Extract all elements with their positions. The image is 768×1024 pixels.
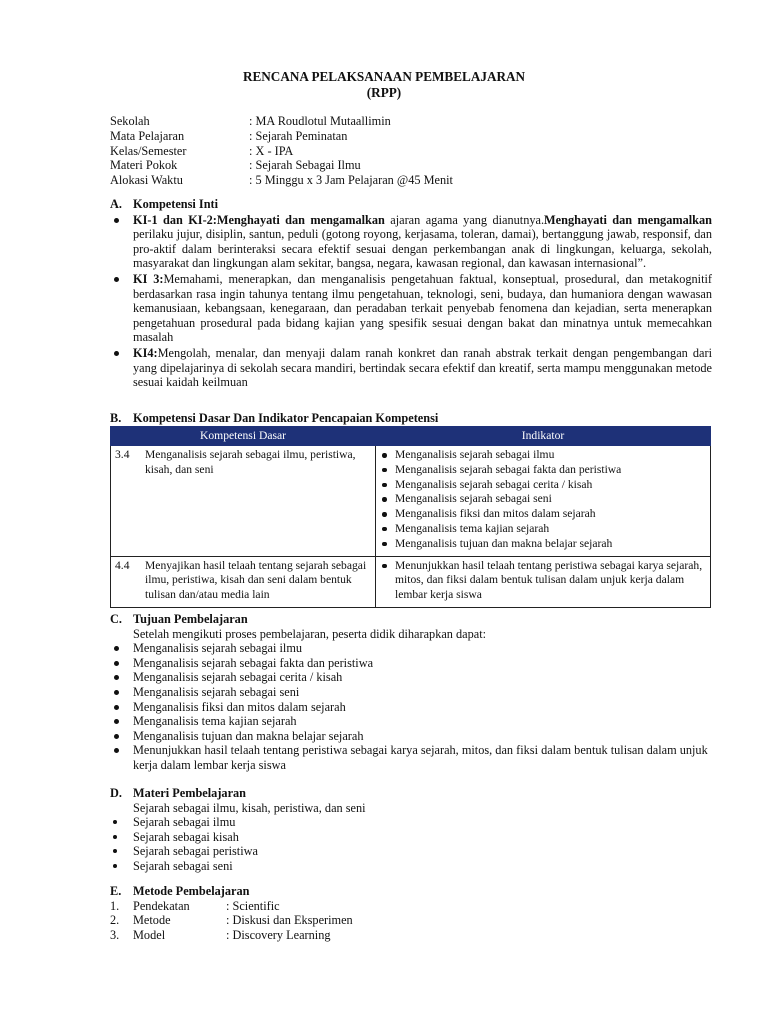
- bullet-icon: [114, 351, 119, 356]
- indikator-list: [380, 559, 706, 603]
- list-item: [110, 729, 712, 744]
- ki-label: KI4:: [133, 345, 158, 360]
- materi-text: Sejarah sebagai peristiwa: [133, 844, 258, 859]
- info-label: Materi Pokok: [110, 158, 178, 173]
- list-item: [380, 448, 706, 463]
- metode-label: Model: [133, 927, 166, 942]
- indikator-text: Menganalisis sejarah sebagai fakta dan peristiwa: [395, 462, 622, 476]
- identity-block: [110, 114, 453, 188]
- materi-text: Sejarah sebagai ilmu: [133, 815, 236, 830]
- metode-value: : Diskusi dan Eksperimen: [226, 913, 353, 928]
- kd-indikator-table: [110, 426, 711, 608]
- list-item: [110, 743, 712, 772]
- metode-row: [110, 899, 712, 914]
- tujuan-text: Menganalisis sejarah sebagai cerita / kisah: [133, 670, 343, 685]
- list-item: [380, 478, 706, 493]
- metode-value: : Scientific: [226, 898, 280, 913]
- bullet-icon: [114, 690, 119, 695]
- bullet-icon: [382, 564, 387, 569]
- kd-cell: [111, 446, 376, 557]
- kd-text: Menganalisis sejarah sebagai ilmu, peristiwa, kisah, dan seni: [145, 448, 356, 476]
- list-item: [110, 685, 712, 700]
- bullet-icon: [113, 820, 117, 824]
- info-label: Alokasi Waktu: [110, 173, 183, 188]
- column-header-kd: Kompetensi Dasar: [111, 427, 376, 446]
- list-item: [110, 714, 712, 729]
- bullet-icon: [114, 734, 119, 739]
- bullet-icon: [382, 468, 387, 473]
- kd-number: 4.4: [115, 558, 130, 572]
- section-letter: C.: [110, 612, 122, 626]
- metode-label: Metode: [133, 913, 171, 928]
- materi-list: [110, 815, 712, 873]
- bullet-icon: [114, 719, 119, 724]
- indikator-text: Menganalisis sejarah sebagai seni: [395, 492, 552, 506]
- metode-row: [110, 913, 712, 928]
- metode-number: 2.: [110, 913, 120, 928]
- ki-text: perilaku jujur, disiplin, santun, peduli (gotong royong, kerjasama, toleran, damai), bertanggung jawab, responsif, dan pro-aktif dalam berinteraksi secara efektif sesuai dengan perkembangan anak di lingkungan, keluarga, sekolah, masyarakat dan lingkungan alam sekitar, bangsa, negara, kawasan regional, dan kawasan internasional”.: [133, 227, 712, 271]
- section-kompetensi-dasar: [110, 411, 712, 426]
- indikator-cell: [376, 446, 711, 557]
- section-tujuan: [110, 612, 712, 773]
- list-item: [110, 641, 712, 656]
- info-row-mata-pelajaran: [110, 129, 453, 144]
- list-item: [380, 522, 706, 537]
- section-letter: E.: [110, 884, 122, 898]
- list-item: [110, 670, 712, 685]
- section-materi: [110, 786, 712, 874]
- bullet-icon: [382, 497, 387, 502]
- materi-text: Sejarah sebagai seni: [133, 858, 233, 873]
- info-label: Kelas/Semester: [110, 143, 187, 158]
- indikator-text: Menunjukkan hasil telaah tentang peristiwa sebagai karya sejarah, mitos, dan fiksi dalam bentuk tulisan dalam unjuk kerja dalam lembar kerja siswa: [395, 558, 703, 602]
- section-heading: [110, 884, 712, 899]
- metode-label: Pendekatan: [133, 898, 190, 913]
- tujuan-text: Menganalisis tema kajian sejarah: [133, 714, 297, 729]
- title-line-2: (RPP): [366, 85, 402, 100]
- bullet-icon: [382, 527, 387, 532]
- tujuan-list: [110, 641, 712, 772]
- ki-text: ajaran agama yang dianutnya.: [384, 212, 545, 227]
- section-title: Kompetensi Inti: [133, 197, 219, 211]
- metode-value: : Discovery Learning: [226, 927, 331, 942]
- info-row-kelas: [110, 144, 453, 159]
- section-letter: D.: [110, 786, 122, 800]
- section-intro: Sejarah sebagai ilmu, kisah, peristiwa, dan seni: [133, 800, 366, 815]
- list-item: [110, 830, 712, 845]
- bullet-icon: [114, 675, 119, 680]
- indikator-text: Menganalisis tujuan dan makna belajar sejarah: [395, 536, 613, 550]
- list-item: [110, 815, 712, 830]
- info-value: : Sejarah Sebagai Ilmu: [249, 158, 361, 173]
- table-row: [111, 446, 711, 557]
- ki-text: Mengolah, menalar, dan menyaji dalam ranah konkret dan ranah abstrak terkait dengan pengembangan dari yang dipelajarinya di sekolah secara mandiri, bertindak secara efektif dan kreatif, serta mampu menggunakan metode sesuai kaidah keilmuan: [133, 345, 712, 390]
- bullet-icon: [113, 849, 117, 853]
- bullet-icon: [114, 646, 119, 651]
- section-letter: A.: [110, 197, 122, 211]
- section-heading: [110, 197, 712, 212]
- info-value: : MA Roudlotul Mutaallimin: [249, 114, 391, 128]
- indikator-text: Menganalisis tema kajian sejarah: [395, 521, 550, 535]
- indikator-list: [380, 448, 706, 552]
- list-item: [110, 213, 712, 271]
- list-item: [380, 507, 706, 522]
- list-item: [110, 859, 712, 874]
- tujuan-text: Menganalisis fiksi dan mitos dalam sejarah: [133, 699, 346, 714]
- metode-number: 1.: [110, 898, 120, 913]
- ki-label: KI-1 dan KI-2:Menghayati dan mengamalkan: [133, 212, 385, 227]
- tujuan-text: Menganalisis sejarah sebagai ilmu: [133, 641, 303, 656]
- tujuan-text: Menganalisis sejarah sebagai seni: [133, 684, 300, 699]
- list-item: [380, 537, 706, 552]
- info-value: : 5 Minggu x 3 Jam Pelajaran @45 Menit: [249, 173, 453, 188]
- list-item: [110, 346, 712, 390]
- document-title: [0, 69, 768, 101]
- table-header-row: [111, 427, 711, 446]
- title-line-1: RENCANA PELAKSANAAN PEMBELAJARAN: [242, 69, 526, 84]
- info-row-materi: [110, 158, 453, 173]
- list-item: [110, 844, 712, 859]
- bullet-icon: [114, 218, 119, 223]
- tujuan-text: Menganalisis tujuan dan makna belajar sejarah: [133, 728, 364, 743]
- info-value: : X - IPA: [249, 143, 294, 158]
- section-title: Kompetensi Dasar Dan Indikator Pencapaian Kompetensi: [133, 411, 439, 425]
- column-header-indikator: Indikator: [376, 427, 711, 446]
- section-heading: [110, 411, 712, 426]
- ki-label: KI 3:: [133, 271, 164, 286]
- section-metode: [110, 884, 712, 942]
- bullet-icon: [382, 483, 387, 488]
- ki-label: Menghayati dan mengamalkan: [544, 212, 712, 227]
- bullet-icon: [382, 542, 387, 547]
- kd-text: Menyajikan hasil telaah tentang sejarah sebagai ilmu, peristiwa, kisah dan seni dalam bentuk tulisan dan/atau media lain: [145, 558, 367, 602]
- bullet-icon: [114, 705, 119, 710]
- list-item: [380, 559, 706, 603]
- materi-text: Sejarah sebagai kisah: [133, 829, 239, 844]
- indikator-text: Menganalisis sejarah sebagai ilmu: [395, 448, 555, 461]
- section-title: Tujuan Pembelajaran: [133, 612, 248, 626]
- bullet-icon: [113, 835, 117, 839]
- indikator-text: Menganalisis sejarah sebagai cerita / kisah: [395, 477, 593, 491]
- indikator-cell: [376, 556, 711, 607]
- info-row-sekolah: [110, 114, 453, 129]
- ki-text: Memahami, menerapkan, dan menganalisis pengetahuan faktual, konseptual, prosedural, dan metakognitif berdasarkan rasa ingin tahunya tentang ilmu pengetahuan, teknologi, seni, budaya, dan humaniora dengan wawasan kemanusiaan, kebangsaan, kenegaraan, dan peradaban terkait penyebab fenomena dan kejadian, serta menerapkan pengetahuan prosedural pada bidang kajian yang spesifik sesuai dengan bakat dan minatnya untuk memecahkan masalah: [133, 271, 713, 345]
- bullet-icon: [113, 864, 117, 868]
- kd-cell: [111, 556, 376, 607]
- section-letter: B.: [110, 411, 122, 425]
- tujuan-text: Menunjukkan hasil telaah tentang peristiwa sebagai karya sejarah, mitos, dan fiksi dalam bentuk tulisan dalam unjuk kerja dalam lembar kerja siswa: [133, 743, 708, 772]
- section-heading: [110, 786, 712, 801]
- info-label: Sekolah: [110, 114, 150, 128]
- list-item: [110, 700, 712, 715]
- info-row-alokasi: [110, 173, 453, 188]
- metode-row: [110, 928, 712, 943]
- section-intro: Setelah mengikuti proses pembelajaran, peserta didik diharapkan dapat:: [133, 626, 487, 641]
- ki-list: [110, 213, 712, 390]
- section-title: Materi Pembelajaran: [133, 786, 247, 800]
- info-label: Mata Pelajaran: [110, 128, 185, 143]
- bullet-icon: [114, 277, 119, 282]
- indikator-text: Menganalisis fiksi dan mitos dalam sejarah: [395, 507, 596, 521]
- section-kompetensi-inti: [110, 197, 712, 390]
- bullet-icon: [114, 661, 119, 666]
- list-item: [380, 492, 706, 507]
- section-heading: [110, 612, 712, 627]
- section-title: Metode Pembelajaran: [133, 884, 250, 898]
- bullet-icon: [382, 512, 387, 517]
- info-value: : Sejarah Peminatan: [249, 128, 348, 143]
- kd-number: 3.4: [115, 448, 130, 461]
- metode-number: 3.: [110, 927, 120, 942]
- list-item: [110, 272, 712, 345]
- table-row: [111, 556, 711, 607]
- list-item: [380, 463, 706, 478]
- tujuan-text: Menganalisis sejarah sebagai fakta dan peristiwa: [133, 655, 374, 670]
- bullet-icon: [114, 748, 119, 753]
- bullet-icon: [382, 453, 387, 458]
- list-item: [110, 656, 712, 671]
